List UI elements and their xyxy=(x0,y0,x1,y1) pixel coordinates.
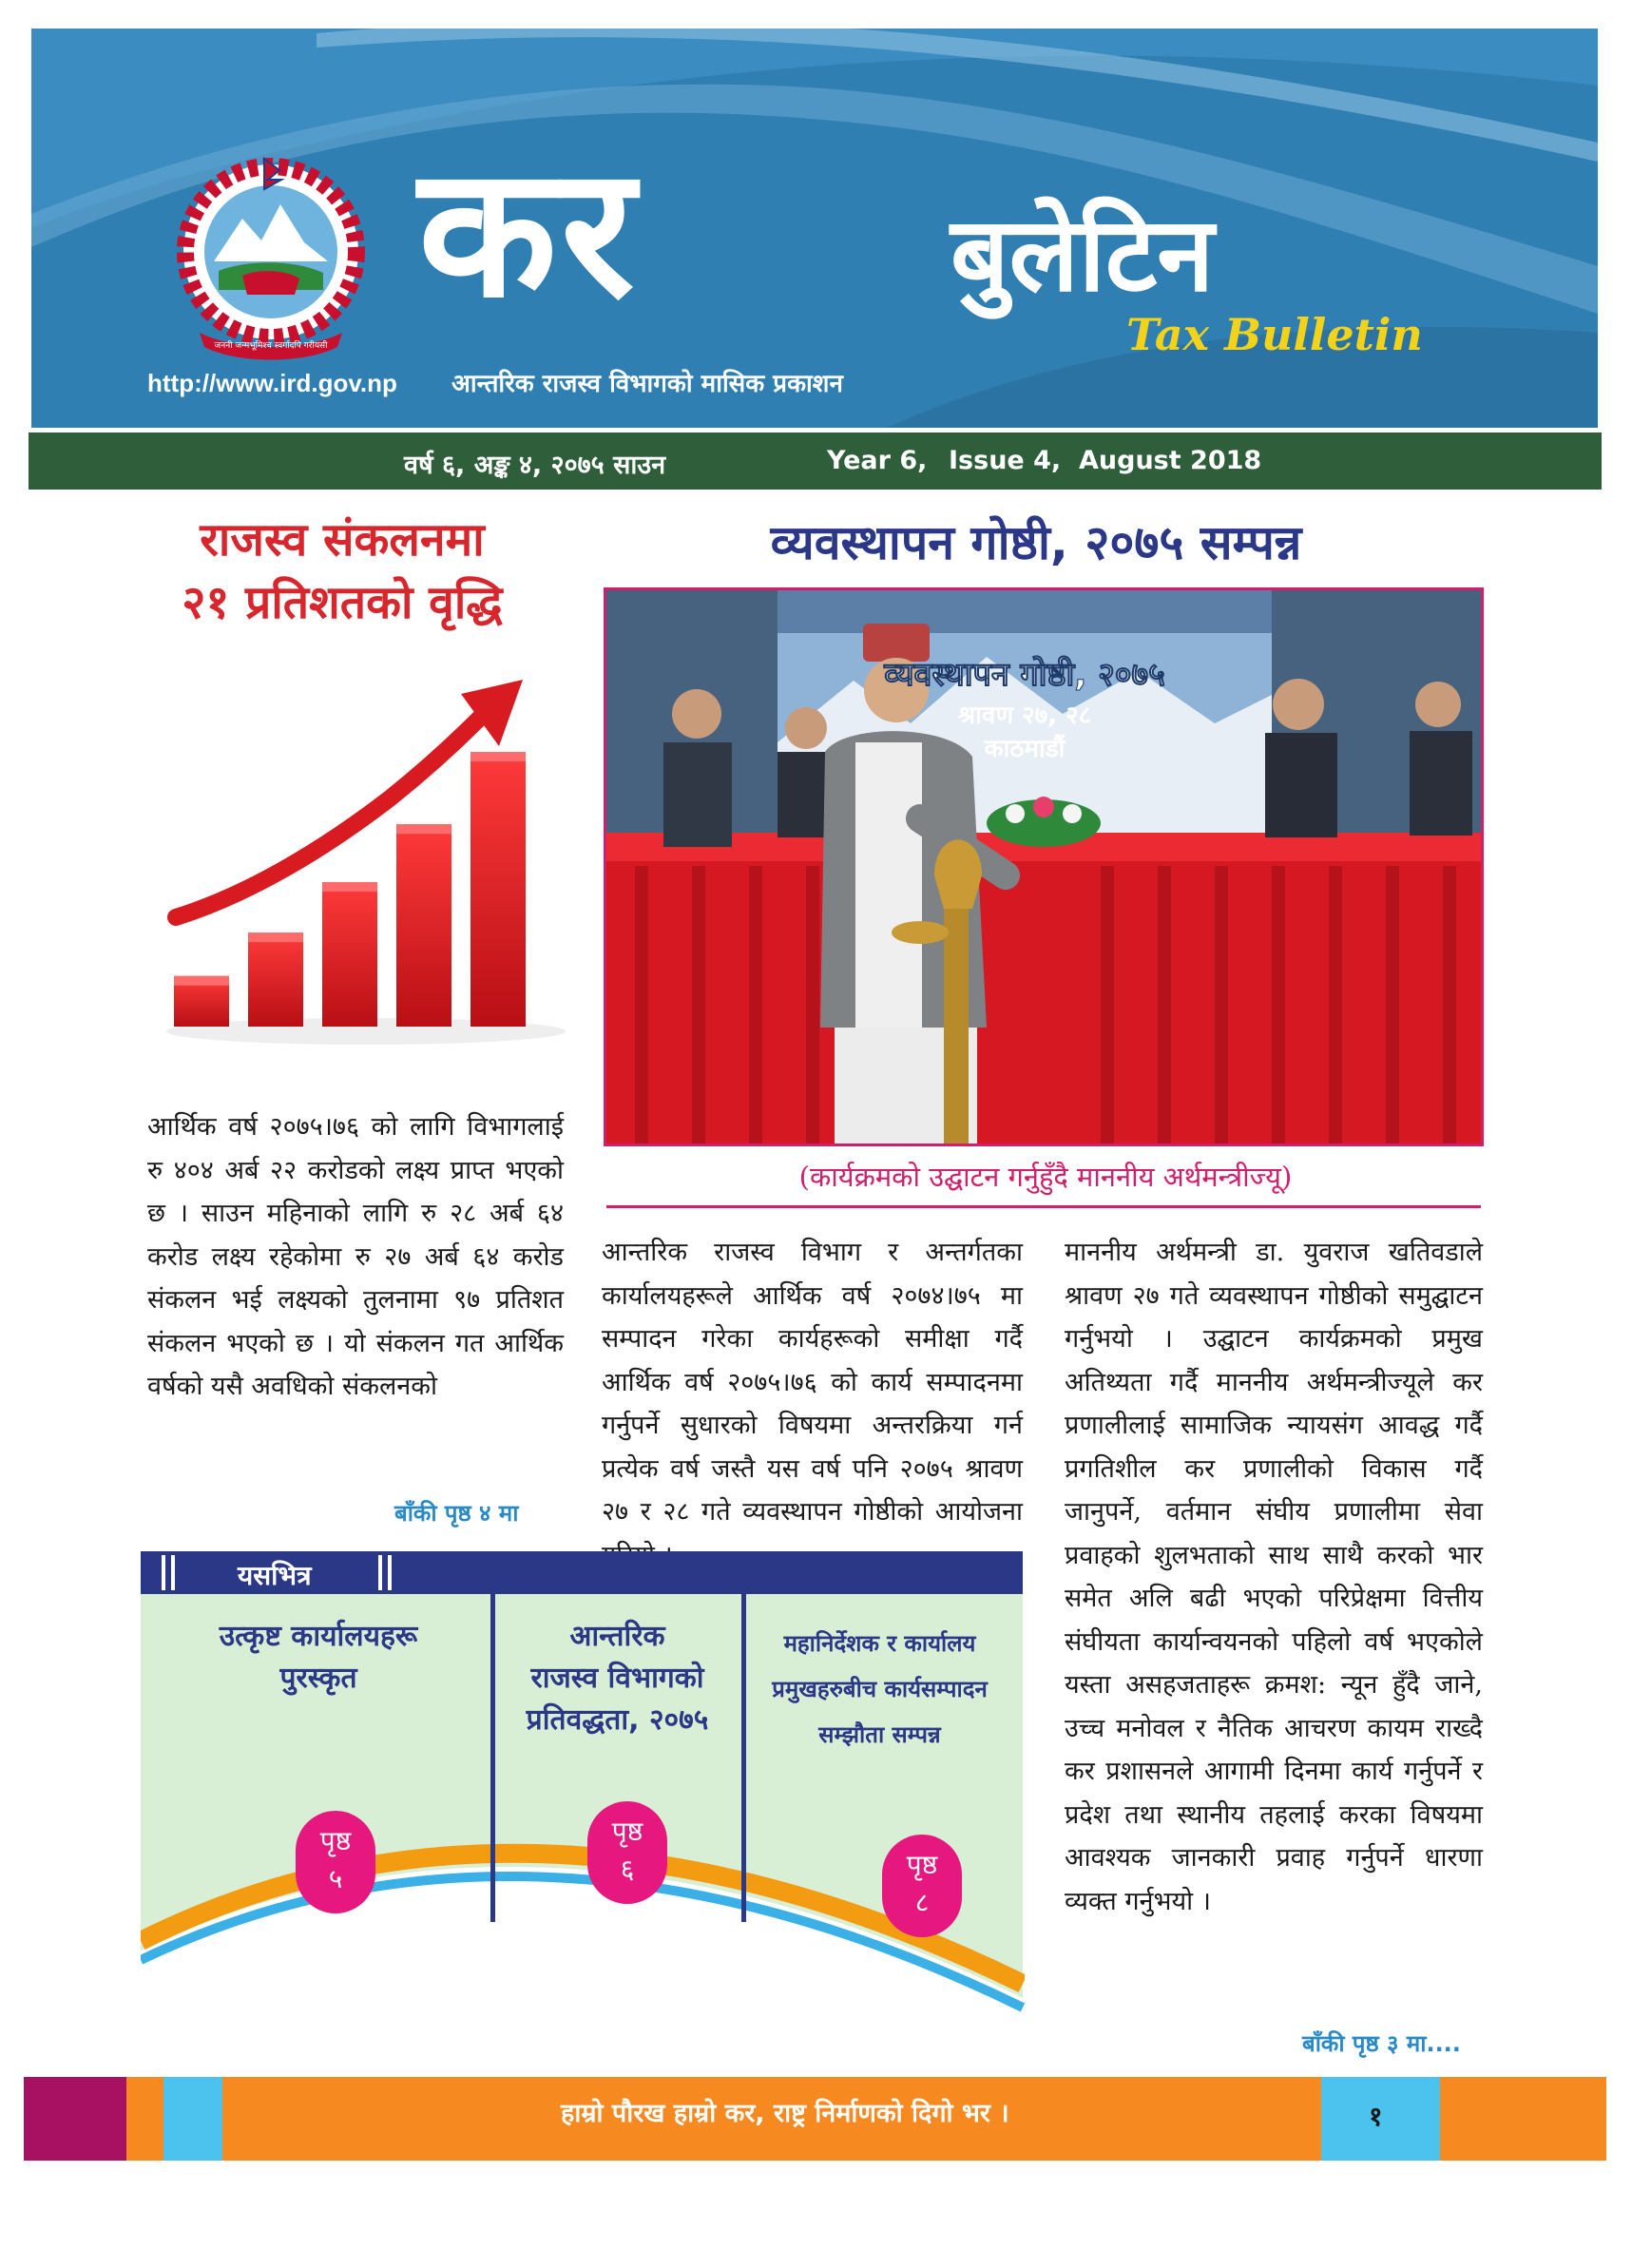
logo-bulletin: बुलेटिन xyxy=(950,196,1215,315)
main-headline: व्यवस्थापन गोष्ठी, २०७५ सम्पन्न xyxy=(770,515,1302,570)
inside-item-3-page-badge[interactable] xyxy=(882,1835,962,1937)
inside-item-3-page-word: पृष्ठ xyxy=(906,1849,938,1880)
emblem-motto: जननी जन्मभूमिश्च स्वर्गादपि गरीयसी xyxy=(214,341,328,351)
inside-item-1-page-no: ५ xyxy=(328,1863,343,1894)
inside-item-1-line2: पुरस्कृत xyxy=(279,1662,357,1695)
inside-item-2-title[interactable] xyxy=(496,1616,739,1741)
page-number: १ xyxy=(1369,2101,1383,2132)
photo-caption: (कार्यक्रमको उद्घाटन गर्नुहुँदै माननीय अर्थमन्त्रीज्यू) xyxy=(798,1161,1293,1193)
main-article-col1: आन्तरिक राजस्व विभाग र अन्तर्गतका कार्यालयहरूले आर्थिक वर्ष २०७४।७५ मा सम्पादन गरेका कार्यहरूको समीक्षा गर्दै आर्थिक वर्ष २०७५।७६ को कार्य सम्पादनमा गर्नुपर्ने सुधारको विषयमा अन्तरक्रिया गर्न प्रत्येक वर्ष जस्तै यस वर्ष पनि २०७५ श्रावण २७ र २८ गते व्यवस्थापन गोष्ठीको आयोजना xyxy=(602,1238,1023,1527)
inside-item-3-line1: महानिर्देशक र कार्यालय xyxy=(783,1630,976,1657)
logo-tax-bulletin: Tax Bulletin xyxy=(1126,309,1423,360)
inside-item-3-title[interactable] xyxy=(749,1621,1010,1758)
growth-bar-top-1 xyxy=(174,976,229,986)
issue-year: Year 6, xyxy=(827,446,928,475)
inside-item-3-line2: प्रमुखहरुबीच कार्यसम्पादन xyxy=(772,1676,988,1702)
left-headline xyxy=(124,509,561,634)
issue-nepali: वर्ष ६, अङ्क ४, २०७५ साउन xyxy=(404,451,666,480)
growth-bar-2 xyxy=(248,932,303,1027)
nepal-emblem-logo xyxy=(162,147,380,366)
inside-label: यसभित्र xyxy=(238,1560,312,1591)
growth-bar-top-5 xyxy=(470,752,526,761)
website-link[interactable]: http://www.ird.gov.np xyxy=(147,369,397,397)
inside-item-1-line1: उत्कृष्ट कार्यालयहरू xyxy=(219,1620,418,1653)
inside-item-2-page-no: ६ xyxy=(620,1854,635,1885)
footer-slogan: हाम्रो पौरख हाम्रो कर, राष्ट्र निर्माणको दिगो भर । xyxy=(561,2099,1009,2128)
caption-divider xyxy=(606,1205,1481,1208)
inside-item-1-page-badge[interactable] xyxy=(296,1811,375,1913)
main-article-col2: माननीय अर्थमन्त्री डा. युवराज खतिवडाले श्रावण २७ गते व्यवस्थापन गोष्ठीको समुद्घाटन गर्नुभयो । उद्घाटन कार्यक्रमको प्रमुख अतिथ्यता गर्दै माननीय अर्थमन्त्रीज्यूले कर प्रणालीलाई सामाजिक न्यायसंग आवद्ध गर्दै प्रगतिशील कर प्रणालीको विकास गर्दै जानुपर्ने, वर्तमान संघीय प्रणालीमा सेवा प्रवाहको शुलभताको साथ साथै करको भार समेत अलि बढी भएको परिप्रेक्षमा वित्तीय संघीयता कार्यान्वयनको पहिलो वर्ष भएकोले यस्ता असहजताहरू क्रमश: न्यून हुँदै जाने, उच्च मनोवल र नैतिक आचरण कायम राख्दै कर प्रशासनले आगामी दिनमा कार्य गर्नुपर्ने र प्रदेश तथा स्थानीय तहलाई करका विषयमा आवश्यक जानकारी प्रवाह गर्नुपर्ने धारणा व्यक्त गर्नुभयो । xyxy=(1065,1238,1483,1916)
inside-item-1-page-word: पृष्ठ xyxy=(319,1825,352,1856)
issue-bar xyxy=(29,432,1602,490)
photo-banner-line1: व्यवस्थापन गोष्ठी, २०७५ xyxy=(884,656,1165,694)
inside-item-2-line2: राजस्व विभागको xyxy=(530,1662,704,1695)
inside-item-3-line3: सम्झौता सम्पन्न xyxy=(818,1721,941,1748)
photo-banner-line2: श्रावण २७, २८ xyxy=(957,702,1092,730)
footer-blue-block xyxy=(163,2077,222,2161)
inside-item-2-line1: आन्तरिक xyxy=(569,1620,665,1653)
inside-item-2-page-word: पृष्ठ xyxy=(611,1816,643,1847)
left-headline-line1: राजस्व संकलनमा xyxy=(200,513,485,567)
masthead-tagline: आन्तरिक राजस्व विभागको मासिक प्रकाशन xyxy=(451,370,843,398)
photo-banner-line3: काठमाडौं xyxy=(984,735,1066,763)
growth-bar-top-3 xyxy=(322,882,377,892)
growth-bar-top-2 xyxy=(248,932,303,942)
growth-bar-top-4 xyxy=(396,824,451,834)
growth-bar-3 xyxy=(322,882,377,1027)
growth-bar-4 xyxy=(396,824,451,1027)
left-article-body: आर्थिक वर्ष २०७५।७६ को लागि विभागलाई रु ४०४ अर्ब २२ करोडको लक्ष्य प्राप्त भएको छ । साउन महिनाको लागि रु २८ अर्ब ६४ करोड लक्ष्य रहेकोमा रु २७ अर्ब ६४ करोड संकलन भई लक्ष्यको तुलनामा ९७ प्रतिशत संकलन भएको छ । यो संकलन गत आर्थिक वर्षको यसै अवधिको संकलनको xyxy=(147,1112,564,1401)
issue-number: Issue 4, xyxy=(949,446,1062,475)
left-continued-link[interactable]: बाँकी पृष्ठ ४ मा xyxy=(394,1500,519,1527)
inside-item-2-line3: प्रतिवद्धता, २०७५ xyxy=(526,1703,709,1737)
footer-magenta-block xyxy=(24,2077,126,2161)
issue-date: August 2018 xyxy=(1079,446,1262,475)
inside-item-2-page-badge[interactable] xyxy=(587,1801,667,1904)
logo-kar: कर xyxy=(418,127,639,337)
growth-bar-5 xyxy=(470,752,526,1027)
inside-item-3-page-no: ८ xyxy=(914,1887,930,1918)
left-headline-line2: २१ प्रतिशतको वृद्धि xyxy=(182,576,503,629)
main-continued-link[interactable]: बाँकी पृष्ठ ३ मा.... xyxy=(1302,2030,1461,2057)
inside-item-1-title[interactable] xyxy=(152,1616,485,1700)
event-photo xyxy=(604,587,1484,1146)
growth-chart-illustration xyxy=(166,665,566,1046)
